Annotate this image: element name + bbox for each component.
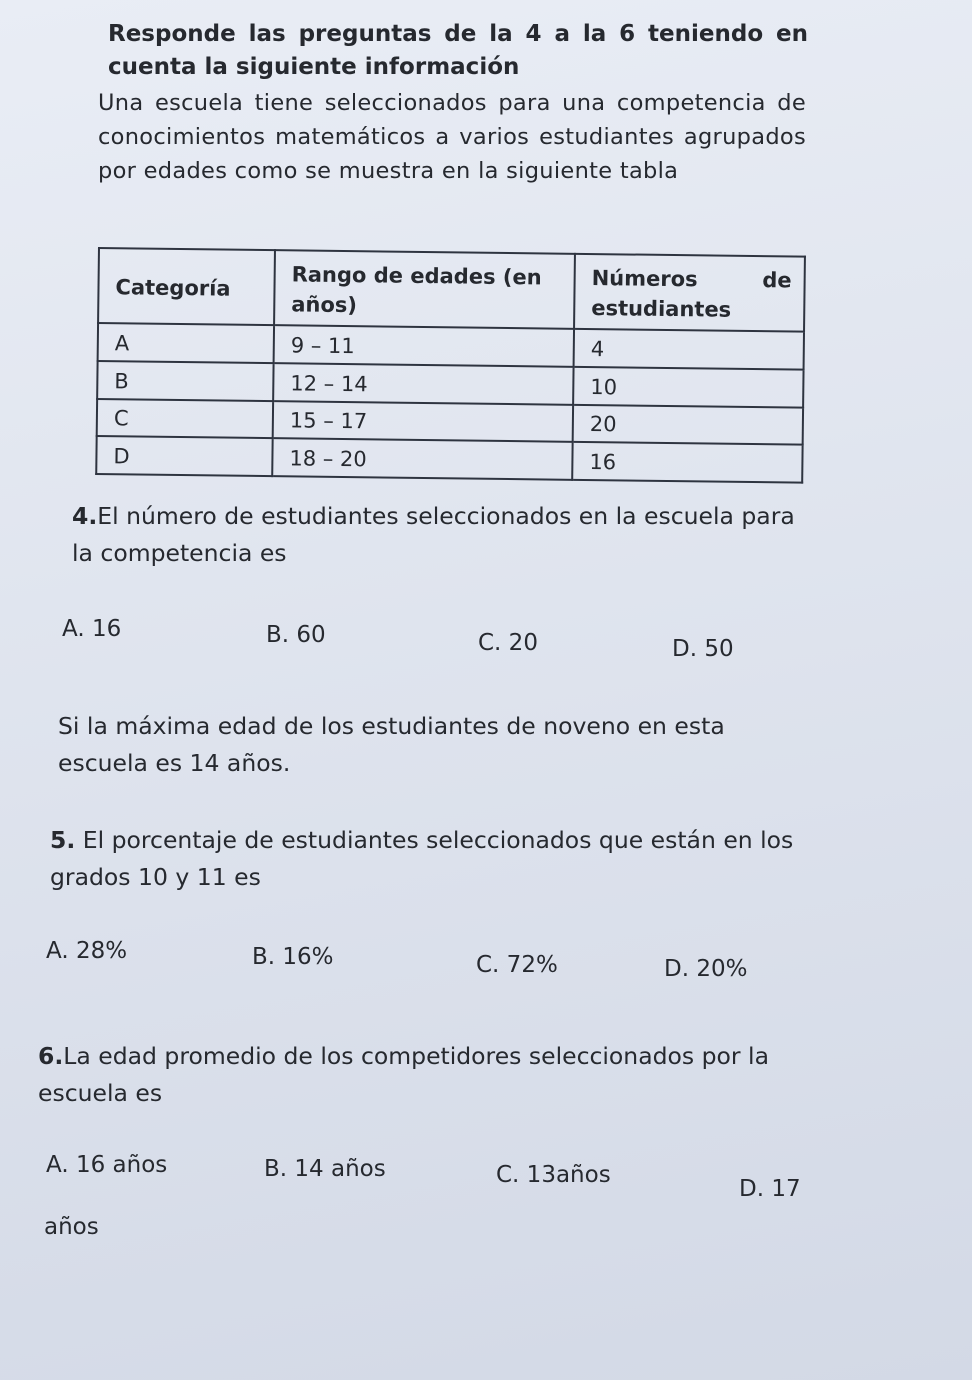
question-5-number: 5. — [50, 826, 76, 854]
table-header-row — [98, 248, 805, 332]
cell-range: 9 – 11 — [274, 325, 574, 366]
students-table — [95, 247, 806, 484]
q6-option-a: A. 16 años — [46, 1152, 168, 1178]
cell-count: 10 — [573, 367, 803, 407]
q4-option-c: C. 20 — [478, 630, 538, 656]
cell-category: A — [98, 323, 274, 363]
cell-count: 20 — [573, 404, 803, 444]
question-4-text: El número de estudiantes seleccionados en la escuela para la competencia es — [72, 502, 795, 567]
question-5-text: El porcentaje de estudiantes seleccionados que están en los grados 10 y 11 es — [50, 826, 794, 891]
question-4-number: 4. — [72, 502, 98, 530]
q4-option-b: B. 60 — [266, 622, 326, 648]
q6-option-d: D. 17 años — [44, 1176, 801, 1240]
cell-range: 12 – 14 — [273, 363, 573, 404]
cell-category: D — [96, 436, 272, 476]
question-6-text: La edad promedio de los competidores seleccionados por la escuela es — [38, 1042, 769, 1107]
question-4 — [72, 498, 812, 572]
q6-option-b: B. 14 años — [264, 1156, 386, 1182]
cell-category: C — [97, 399, 273, 439]
header-numero: Números de estudiantes — [574, 254, 805, 332]
cell-count: 4 — [574, 329, 804, 369]
header-categoria: Categoría — [98, 248, 275, 325]
cell-count: 16 — [572, 442, 802, 483]
q5-option-a: A. 28% — [46, 938, 128, 964]
q6-option-d-wrap — [44, 1170, 819, 1246]
instruction-heading: Responde las preguntas de la 4 a la 6 teniendo en cuenta la siguiente información — [108, 21, 808, 80]
question-6 — [38, 1038, 813, 1112]
q5-option-c: C. 72% — [476, 952, 558, 978]
q4-option-a: A. 16 — [62, 616, 122, 642]
table-row — [96, 436, 802, 482]
cell-range: 18 – 20 — [272, 438, 572, 479]
q5-option-b: B. 16% — [252, 944, 334, 970]
note-paragraph: Si la máxima edad de los estudiantes de noveno en esta escuela es 14 años. — [58, 712, 725, 777]
question-6-number: 6. — [38, 1042, 64, 1070]
question-5 — [50, 822, 820, 896]
context-paragraph: Una escuela tiene seleccionados para una competencia de conocimientos matemáticos a varios estudiantes agrupados por edades como se muestra en la siguiente tabla — [98, 90, 806, 184]
q4-option-d: D. 50 — [672, 636, 734, 662]
cell-range: 15 – 17 — [273, 401, 573, 442]
q6-option-c: C. 13años — [496, 1162, 611, 1188]
q5-option-d: D. 20% — [664, 956, 748, 982]
header-rango: Rango de edades (en años) — [274, 250, 575, 329]
cell-category: B — [97, 361, 273, 401]
